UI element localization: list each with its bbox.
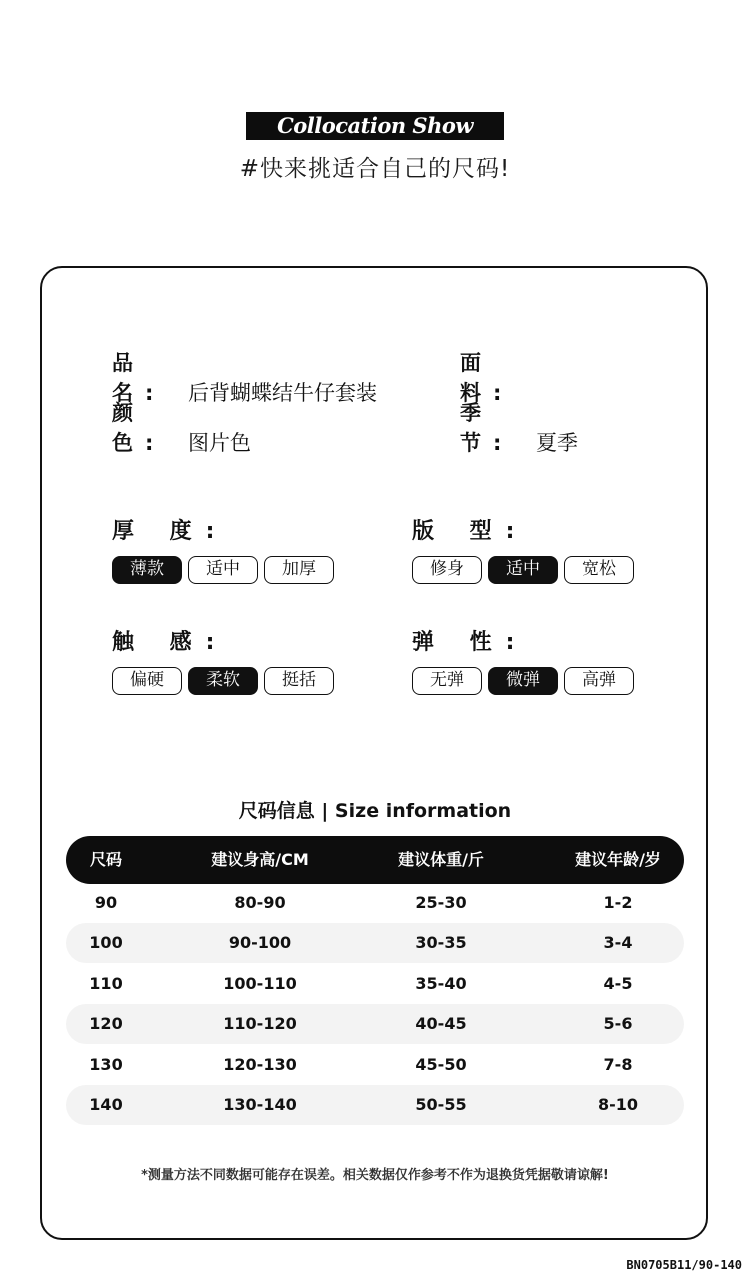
elasticity-title: 弹 性: (412, 630, 529, 655)
elasticity-option[interactable]: 微弹 (488, 667, 558, 695)
cell-height: 90-100 (228, 933, 292, 952)
cell-weight: 50-55 (415, 1095, 467, 1114)
header-size: 尺码 (89, 850, 122, 869)
info-color-label: 颜 色: (112, 401, 166, 455)
thickness-option[interactable]: 加厚 (264, 556, 334, 584)
table-row (66, 923, 684, 963)
header-height: 建议身高/CM (211, 850, 309, 869)
header-age: 建议年龄/岁 (575, 850, 661, 869)
header-weight: 建议体重/斤 (398, 850, 484, 869)
info-name-label: 品 名: (112, 351, 166, 405)
cell-size: 140 (89, 1095, 123, 1114)
fit-options (412, 556, 634, 584)
info-color (112, 397, 251, 457)
cell-age: 3-4 (603, 933, 633, 952)
table-row (66, 1045, 684, 1085)
cell-weight: 45-50 (415, 1055, 467, 1074)
cell-size: 90 (94, 893, 118, 912)
cell-size: 100 (89, 933, 123, 952)
cell-height: 130-140 (223, 1095, 297, 1114)
touch-option[interactable]: 偏硬 (112, 667, 182, 695)
touch-title: 触 感: (112, 630, 229, 655)
touch-options (112, 667, 334, 695)
cell-weight: 40-45 (415, 1014, 467, 1033)
table-row (66, 883, 684, 923)
product-code: BN0705B11/90-140 (626, 1258, 742, 1272)
cell-height: 120-130 (223, 1055, 297, 1074)
touch-option[interactable]: 柔软 (188, 667, 258, 695)
fit-option[interactable]: 修身 (412, 556, 482, 584)
measurement-note: *测量方法不同数据可能存在误差。相关数据仅作参考不作为退换货凭据敬请谅解! (141, 1168, 609, 1183)
cell-size: 130 (89, 1055, 123, 1074)
thickness-option[interactable]: 适中 (188, 556, 258, 584)
cell-height: 110-120 (223, 1014, 297, 1033)
page-subtitle: #快来挑适合自己的尺码! (239, 156, 511, 182)
thickness-title: 厚 度: (112, 519, 229, 544)
cell-age: 1-2 (603, 893, 633, 912)
cell-height: 100-110 (223, 974, 297, 993)
touch-option[interactable]: 挺括 (264, 667, 334, 695)
info-color-value: 图片色 (188, 431, 251, 455)
table-row (66, 1004, 684, 1044)
cell-weight: 30-35 (415, 933, 467, 952)
fit-option[interactable]: 宽松 (564, 556, 634, 584)
cell-age: 5-6 (603, 1014, 633, 1033)
fit-option[interactable]: 适中 (488, 556, 558, 584)
elasticity-option[interactable]: 无弹 (412, 667, 482, 695)
elasticity-options (412, 667, 634, 695)
cell-size: 120 (89, 1014, 123, 1033)
cell-age: 8-10 (597, 1095, 639, 1114)
thickness-option[interactable]: 薄款 (112, 556, 182, 584)
cell-size: 110 (89, 974, 123, 993)
info-season-label: 季 节: (460, 401, 514, 455)
cell-weight: 35-40 (415, 974, 467, 993)
collocation-show-banner: Collocation Show (246, 112, 504, 140)
info-name-value: 后背蝴蝶结牛仔套装 (188, 381, 377, 405)
cell-weight: 25-30 (415, 893, 467, 912)
info-fabric-label: 面 料: (460, 351, 514, 405)
info-season (460, 397, 578, 457)
size-info-title: 尺码信息 | Size information (238, 800, 512, 822)
size-table-header (66, 836, 684, 884)
elasticity-option[interactable]: 高弹 (564, 667, 634, 695)
cell-age: 4-5 (603, 974, 633, 993)
table-row (66, 1085, 684, 1125)
cell-age: 7-8 (603, 1055, 633, 1074)
info-season-value: 夏季 (536, 431, 578, 455)
table-row (66, 964, 684, 1004)
fit-title: 版 型: (412, 519, 529, 544)
cell-height: 80-90 (234, 893, 286, 912)
thickness-options (112, 556, 334, 584)
